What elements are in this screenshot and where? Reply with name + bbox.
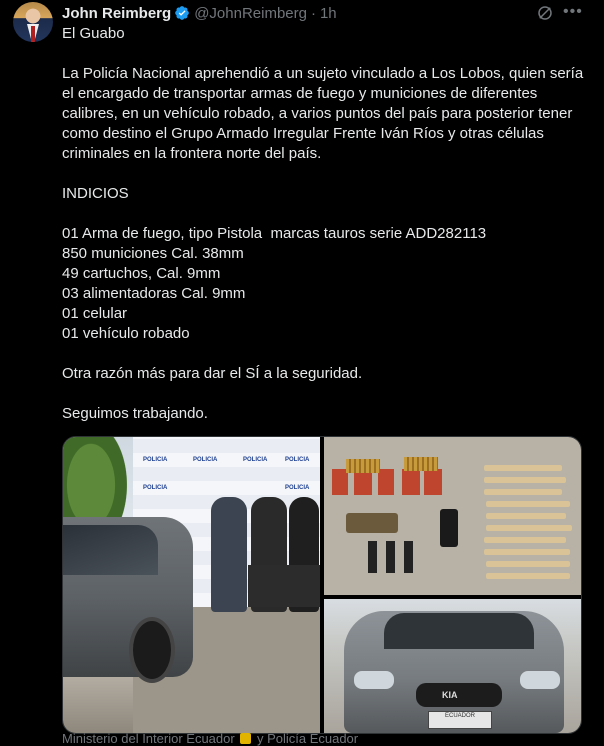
car-wheel xyxy=(129,617,175,683)
backdrop-logo: POLICIA xyxy=(243,457,268,463)
cartridge-row xyxy=(486,525,572,531)
bullet-rows xyxy=(346,459,380,473)
cartridge-row xyxy=(484,465,562,471)
vehicle-brand: KIA xyxy=(442,690,458,700)
avatar-tie xyxy=(31,26,35,42)
tweet-header xyxy=(62,3,337,23)
backdrop-logo: POLICIA xyxy=(285,457,310,463)
evidence-table xyxy=(248,565,320,607)
ammo-box xyxy=(402,469,420,495)
car-windshield xyxy=(63,525,158,575)
photo-evidence[interactable] xyxy=(324,437,581,595)
author-handle[interactable]: @JohnReimberg xyxy=(194,4,307,22)
officer-figure xyxy=(211,497,247,612)
vehicle-grille xyxy=(416,683,502,707)
backdrop-logo: POLICIA xyxy=(193,457,218,463)
tagged-account[interactable]: Ministerio del Interior Ecuador xyxy=(62,731,235,746)
tweet-text: El Guabo La Policía Nacional aprehendió a un sujeto vinculado a Los Lobos, quien sería el encargado de transportar armas de fuego y municiones de diferentes calibres, en un vehículo robado, a varios puntos del país para posterior tener como destino el Grupo Armado Irregular Frente Iván Ríos y otras células criminales en la frontera norte del país. INDICIOS 01 Arma de fuego, tipo Pistola marcas tauros serie ADD282113 850 municiones Cal. 38mm 49 cartuchos, Cal. 9mm 03 alimentadoras Cal. 9mm 01 celular 01 vehículo robado Otra razón más para dar el SÍ a la seguridad. Seguimos trabajando. xyxy=(62,25,584,422)
vehicle-windshield xyxy=(384,613,534,649)
media-grid[interactable] xyxy=(62,436,582,734)
cartridge-row xyxy=(484,549,570,555)
bullet-rows xyxy=(404,457,438,471)
cartridge-row xyxy=(484,537,566,543)
separator-dot: · xyxy=(310,4,316,22)
backdrop-logo: POLICIA xyxy=(143,457,168,463)
cartridge-row xyxy=(486,513,566,519)
headlight xyxy=(354,671,394,689)
ammo-box xyxy=(424,469,442,495)
cartridge-row xyxy=(486,501,570,507)
plate-text: ECUADOR xyxy=(444,713,475,719)
magazine xyxy=(368,541,377,573)
magazine xyxy=(404,541,413,573)
cartridge-row xyxy=(484,477,566,483)
phone xyxy=(440,509,458,547)
pistol xyxy=(346,513,398,533)
magazine xyxy=(386,541,395,573)
cartridge-row xyxy=(486,573,570,579)
author-name[interactable]: John Reimberg xyxy=(62,4,172,22)
photo-vehicle[interactable] xyxy=(324,599,581,733)
tweet-timestamp[interactable]: 1h xyxy=(319,4,337,22)
verified-badge-icon xyxy=(174,5,190,21)
ammo-box xyxy=(378,469,394,495)
photo-arrest[interactable] xyxy=(63,437,320,733)
cartridge-row xyxy=(486,561,570,567)
cartridge-row xyxy=(484,489,562,495)
backdrop-logo: POLICIA xyxy=(143,485,168,491)
license-plate xyxy=(428,711,492,729)
tagged-account[interactable]: y Policía Ecuador xyxy=(256,731,359,746)
grok-icon[interactable] xyxy=(536,4,554,22)
more-icon[interactable]: ••• xyxy=(563,3,583,20)
headlight xyxy=(520,671,560,689)
backdrop-logo: POLICIA xyxy=(285,485,310,491)
avatar[interactable] xyxy=(13,2,53,42)
